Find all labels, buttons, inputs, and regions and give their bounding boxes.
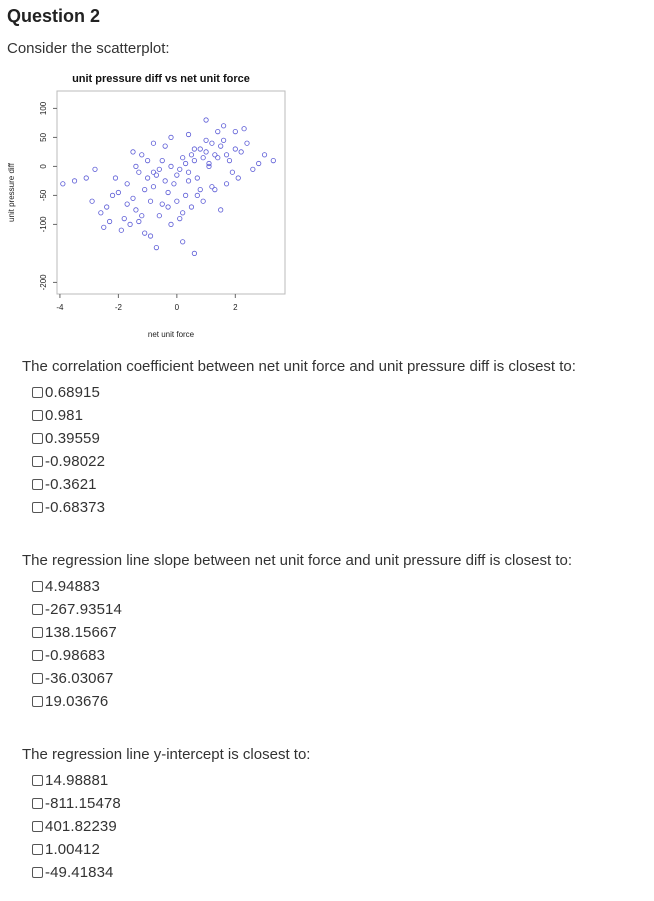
option-label: -0.98022 bbox=[45, 453, 106, 470]
data-point bbox=[169, 164, 173, 168]
data-point bbox=[113, 176, 117, 180]
question-slope bbox=[22, 552, 572, 713]
plot-frame bbox=[57, 91, 285, 294]
data-point bbox=[189, 205, 193, 209]
data-point bbox=[192, 147, 196, 151]
option-label: 0.981 bbox=[45, 407, 84, 424]
option-label: 0.39559 bbox=[45, 430, 100, 447]
data-point bbox=[180, 156, 184, 160]
answer-option[interactable] bbox=[32, 769, 310, 792]
option-label: 4.94883 bbox=[45, 578, 100, 595]
data-point bbox=[178, 216, 182, 220]
data-point bbox=[160, 202, 164, 206]
data-point bbox=[104, 205, 108, 209]
data-point bbox=[102, 225, 106, 229]
checkbox[interactable] bbox=[32, 650, 43, 661]
question-prompt: The regression line slope between net unit force and unit pressure diff is closest to: bbox=[22, 552, 573, 569]
data-point bbox=[233, 129, 237, 133]
data-point bbox=[221, 124, 225, 128]
option-label: -0.68373 bbox=[45, 499, 106, 516]
x-tick-label: -4 bbox=[56, 303, 64, 312]
answer-option[interactable] bbox=[32, 450, 576, 473]
checkbox[interactable] bbox=[32, 696, 43, 707]
data-point bbox=[183, 193, 187, 197]
question-prompt: The correlation coefficient between net unit force and unit pressure diff is closest to: bbox=[22, 358, 576, 375]
data-point bbox=[157, 214, 161, 218]
data-point bbox=[169, 135, 173, 139]
data-point bbox=[148, 234, 152, 238]
data-point bbox=[210, 185, 214, 189]
data-point bbox=[195, 176, 199, 180]
checkbox[interactable] bbox=[32, 821, 43, 832]
checkbox[interactable] bbox=[32, 581, 43, 592]
y-tick-label: 100 bbox=[39, 101, 48, 116]
data-point bbox=[90, 199, 94, 203]
checkbox[interactable] bbox=[32, 502, 43, 513]
data-point bbox=[186, 170, 190, 174]
checkbox[interactable] bbox=[32, 775, 43, 786]
data-point bbox=[183, 161, 187, 165]
answer-option[interactable] bbox=[32, 690, 572, 713]
option-label: -49.41834 bbox=[45, 864, 114, 881]
data-point bbox=[198, 187, 202, 191]
answer-option[interactable] bbox=[32, 496, 576, 519]
option-label: -267.93514 bbox=[45, 601, 122, 618]
answer-option[interactable] bbox=[32, 575, 572, 598]
data-point bbox=[134, 208, 138, 212]
data-point bbox=[131, 150, 135, 154]
data-point bbox=[131, 196, 135, 200]
data-point bbox=[61, 182, 65, 186]
data-point bbox=[245, 141, 249, 145]
data-point bbox=[160, 158, 164, 162]
data-point bbox=[107, 219, 111, 223]
data-point bbox=[137, 219, 141, 223]
data-point bbox=[218, 144, 222, 148]
answer-option[interactable] bbox=[32, 381, 576, 404]
answer-option[interactable] bbox=[32, 473, 576, 496]
data-point bbox=[122, 216, 126, 220]
y-tick-label: -50 bbox=[39, 189, 48, 202]
data-point bbox=[230, 170, 234, 174]
data-point bbox=[140, 153, 144, 157]
question-intercept bbox=[22, 746, 310, 884]
option-label: 138.15667 bbox=[45, 624, 117, 641]
option-list bbox=[22, 381, 576, 519]
x-tick-label: 2 bbox=[233, 303, 238, 312]
data-point bbox=[119, 228, 123, 232]
data-point bbox=[175, 173, 179, 177]
answer-option[interactable] bbox=[32, 621, 572, 644]
checkbox[interactable] bbox=[32, 433, 43, 444]
answer-option[interactable] bbox=[32, 404, 576, 427]
checkbox[interactable] bbox=[32, 798, 43, 809]
data-point bbox=[216, 156, 220, 160]
answer-option[interactable] bbox=[32, 838, 310, 861]
data-point bbox=[172, 182, 176, 186]
data-point bbox=[142, 231, 146, 235]
y-tick-label: -200 bbox=[39, 274, 48, 291]
x-tick-label: 0 bbox=[174, 303, 180, 312]
y-tick-label: -100 bbox=[39, 216, 48, 233]
data-point bbox=[166, 190, 170, 194]
data-point bbox=[157, 167, 161, 171]
data-point bbox=[198, 147, 202, 151]
option-label: -811.15478 bbox=[45, 795, 121, 812]
data-point bbox=[72, 179, 76, 183]
data-point bbox=[192, 251, 196, 255]
data-point bbox=[151, 185, 155, 189]
checkbox[interactable] bbox=[32, 867, 43, 878]
data-point bbox=[134, 164, 138, 168]
data-point bbox=[218, 208, 222, 212]
option-label: 14.98881 bbox=[45, 772, 109, 789]
x-axis-label: net unit force bbox=[147, 330, 195, 339]
data-point bbox=[239, 150, 243, 154]
data-point bbox=[110, 193, 114, 197]
option-label: -0.3621 bbox=[45, 476, 97, 493]
data-point bbox=[262, 153, 266, 157]
data-point bbox=[140, 214, 144, 218]
data-point bbox=[163, 144, 167, 148]
answer-option[interactable] bbox=[32, 427, 576, 450]
data-point bbox=[145, 158, 149, 162]
answer-option[interactable] bbox=[32, 598, 572, 621]
option-label: -36.03067 bbox=[45, 670, 114, 687]
data-point bbox=[178, 167, 182, 171]
question-correlation bbox=[22, 358, 576, 519]
data-point bbox=[210, 141, 214, 145]
data-point bbox=[145, 176, 149, 180]
data-point bbox=[154, 245, 158, 249]
data-point bbox=[93, 167, 97, 171]
data-point bbox=[186, 132, 190, 136]
data-point bbox=[201, 156, 205, 160]
data-point bbox=[163, 179, 167, 183]
option-label: 19.03676 bbox=[45, 693, 109, 710]
data-point bbox=[186, 179, 190, 183]
data-point bbox=[84, 176, 88, 180]
data-point bbox=[189, 153, 193, 157]
data-point bbox=[116, 190, 120, 194]
question-prompt: The regression line y-intercept is closest to: bbox=[22, 746, 311, 763]
data-point bbox=[236, 176, 240, 180]
data-point bbox=[216, 129, 220, 133]
answer-option[interactable] bbox=[32, 861, 310, 884]
data-point bbox=[151, 141, 155, 145]
option-label: 401.82239 bbox=[45, 818, 117, 835]
data-point bbox=[148, 199, 152, 203]
y-tick-label: 50 bbox=[39, 132, 48, 142]
data-point bbox=[142, 187, 146, 191]
checkbox[interactable] bbox=[32, 604, 43, 615]
data-point bbox=[207, 164, 211, 168]
data-point bbox=[242, 127, 246, 131]
data-point bbox=[221, 138, 225, 142]
data-point bbox=[204, 138, 208, 142]
chart-title: unit pressure diff vs net unit force bbox=[72, 73, 250, 85]
data-point bbox=[99, 211, 103, 215]
data-point bbox=[125, 182, 129, 186]
data-point bbox=[166, 205, 170, 209]
data-point bbox=[256, 161, 260, 165]
data-point bbox=[180, 211, 184, 215]
data-point bbox=[224, 153, 228, 157]
checkbox[interactable] bbox=[32, 479, 43, 490]
question-intro: Consider the scatterplot: bbox=[7, 40, 170, 57]
answer-option[interactable] bbox=[32, 815, 310, 838]
question-title: Question 2 bbox=[7, 6, 101, 26]
data-point bbox=[204, 118, 208, 122]
data-point bbox=[224, 182, 228, 186]
option-list bbox=[22, 769, 310, 884]
data-point bbox=[271, 158, 275, 162]
data-point bbox=[137, 170, 141, 174]
data-point bbox=[125, 202, 129, 206]
data-point bbox=[251, 167, 255, 171]
data-point bbox=[151, 170, 155, 174]
data-point bbox=[169, 222, 173, 226]
checkbox[interactable] bbox=[32, 673, 43, 684]
option-label: -0.98683 bbox=[45, 647, 106, 664]
data-point bbox=[180, 240, 184, 244]
data-point bbox=[192, 158, 196, 162]
data-point bbox=[227, 158, 231, 162]
option-list bbox=[22, 575, 572, 713]
y-tick-label: 0 bbox=[39, 164, 48, 169]
option-label: 0.68915 bbox=[45, 384, 100, 401]
data-point bbox=[204, 150, 208, 154]
answer-option[interactable] bbox=[32, 644, 572, 667]
checkbox[interactable] bbox=[32, 410, 43, 421]
data-point bbox=[195, 193, 199, 197]
x-tick-label: -2 bbox=[114, 303, 122, 312]
option-label: 1.00412 bbox=[45, 841, 100, 858]
scatterplot bbox=[0, 66, 300, 356]
checkbox[interactable] bbox=[32, 627, 43, 638]
y-axis-label: unit pressure diff bbox=[7, 163, 16, 222]
data-point bbox=[175, 199, 179, 203]
data-point bbox=[201, 199, 205, 203]
answer-option[interactable] bbox=[32, 792, 310, 815]
answer-option[interactable] bbox=[32, 667, 572, 690]
checkbox[interactable] bbox=[32, 456, 43, 467]
data-point bbox=[128, 222, 132, 226]
data-point bbox=[233, 147, 237, 151]
checkbox[interactable] bbox=[32, 844, 43, 855]
checkbox[interactable] bbox=[32, 387, 43, 398]
